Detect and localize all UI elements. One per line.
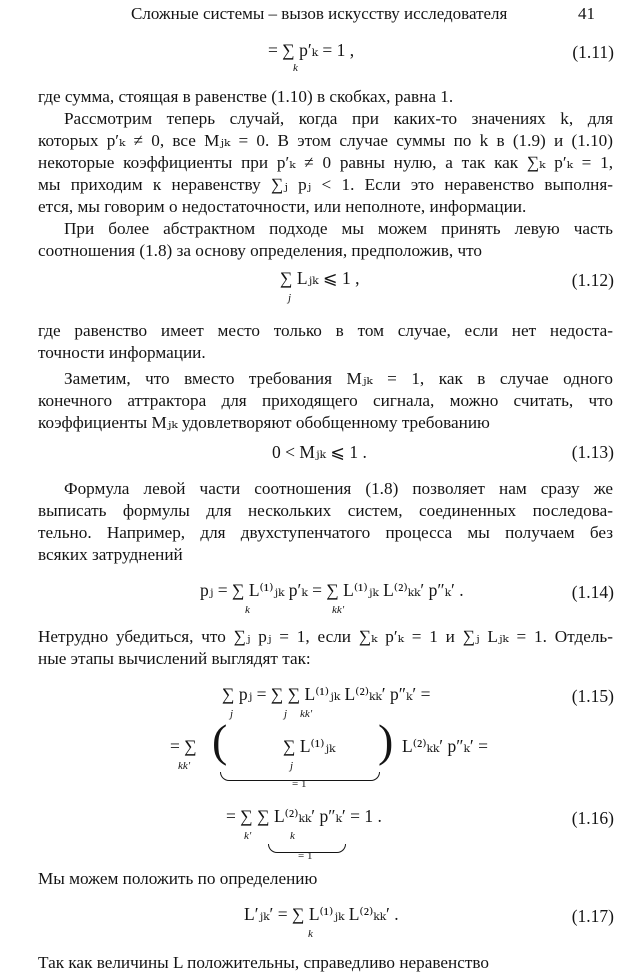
- equation-subscript: kk′: [300, 708, 313, 720]
- equation-number: (1.16): [571, 808, 614, 828]
- equation-number: (1.13): [571, 442, 614, 462]
- equation-number: (1.15): [571, 686, 614, 706]
- equation-number: (1.17): [571, 906, 614, 926]
- equation-subscript: j: [290, 760, 294, 772]
- equation-number: (1.11): [572, 42, 614, 62]
- paragraph-3: [38, 218, 613, 262]
- text-line: мы приходим к неравенству ∑ⱼ pⱼ < 1. Если это неравенство выполня-: [38, 175, 613, 194]
- equation-subscript: kk′: [332, 604, 345, 616]
- equation-subscript: k: [245, 604, 250, 616]
- text-line: Рассмотрим теперь случай, когда при каких-то значениях k, для: [64, 109, 613, 128]
- equation-1-11: [38, 40, 618, 80]
- equation-line-2-left: = ∑: [170, 736, 197, 756]
- equation-1-12: [38, 268, 618, 308]
- text-line: где сумма, стоящая в равенстве (1.10) в скобках, равна 1.: [38, 87, 454, 106]
- brace-label: = 1: [292, 778, 307, 790]
- text-line: всяких затруднений: [38, 545, 183, 564]
- equation-subscript: j: [230, 708, 234, 720]
- equation-inner-sum: ∑ L⁽¹⁾ⱼₖ: [283, 736, 336, 756]
- paragraph-6: [38, 478, 613, 566]
- equation-body: = ∑ p′ₖ = 1 ,: [268, 40, 355, 60]
- text-line: коэффициенты Mⱼₖ удовлетворяют обобщенному требованию: [38, 413, 490, 432]
- equation-subscript: kk′: [178, 760, 191, 772]
- text-line: Формула левой части соотношения (1.8) позволяет нам сразу же: [64, 479, 613, 498]
- text-line: При более абстрактном подходе мы можем принять левую часть: [64, 219, 613, 238]
- text-line: где равенство имеет место только в том случае, если нет недоста-: [38, 321, 613, 340]
- page-number: 41: [578, 4, 595, 23]
- equation-body: L′ⱼₖ′ = ∑ L⁽¹⁾ⱼₖ L⁽²⁾ₖₖ′ .: [244, 904, 399, 924]
- paragraph-8: [38, 868, 613, 890]
- paragraph-9: [38, 952, 613, 974]
- text-line: выписать формулы для нескольких систем, соединенных последова-: [38, 501, 613, 520]
- text-line: тельно. Например, для двухступенчатого процесса мы получаем без: [38, 523, 613, 542]
- text-line: которых p′ₖ ≠ 0, все Mⱼₖ = 0. В этом случае суммы по k в (1.9) и (1.10): [38, 131, 613, 150]
- equation-subscript: k: [293, 62, 298, 74]
- text-line: некоторые коэффициенты при p′ₖ ≠ 0 равны нулю, а так как ∑ₖ p′ₖ = 1,: [38, 153, 613, 172]
- equation-1-13: [38, 442, 618, 470]
- running-title: Сложные системы – вызов искусству исследователя: [131, 4, 508, 23]
- equation-body: = ∑ ∑ L⁽²⁾ₖₖ′ p″ₖ′ = 1 .: [226, 806, 382, 826]
- paragraph-1: [38, 86, 613, 108]
- equation-number: (1.12): [571, 270, 614, 290]
- equation-subscript: j: [288, 292, 292, 304]
- equation-number: (1.14): [571, 582, 614, 602]
- right-paren: ): [378, 715, 394, 766]
- text-line: Нетрудно убедиться, что ∑ⱼ pⱼ = 1, если ∑ₖ p′ₖ = 1 и ∑ⱼ Lⱼₖ = 1. Отдель-: [38, 627, 613, 646]
- equation-body: pⱼ = ∑ L⁽¹⁾ⱼₖ p′ₖ = ∑ L⁽¹⁾ⱼₖ L⁽²⁾ₖₖ′ p″ₖ′ .: [200, 580, 464, 600]
- equation-1-16: [38, 806, 618, 866]
- paragraph-2: [38, 108, 613, 218]
- paragraph-5: [38, 368, 613, 434]
- equation-1-14: [38, 580, 618, 620]
- equation-subscript: j: [284, 708, 288, 720]
- text-line: ные этапы вычислений выглядят так:: [38, 649, 311, 668]
- text-line: соотношения (1.8) за основу определения, предположив, что: [38, 241, 482, 260]
- text-line: Заметим, что вместо требования Mⱼₖ = 1, как в случае одного: [64, 369, 613, 388]
- paragraph-4: [38, 320, 613, 364]
- left-paren: (: [212, 715, 228, 766]
- paragraph-7: [38, 626, 613, 670]
- equation-1-15: [38, 684, 618, 794]
- equation-1-17: [38, 904, 618, 944]
- text-line: ется, мы говорим о недостаточности, или неполноте, информации.: [38, 197, 527, 216]
- equation-body: ∑ Lⱼₖ ⩽ 1 ,: [280, 268, 360, 288]
- equation-subscript: k: [290, 830, 295, 842]
- equation-line-2-right: L⁽²⁾ₖₖ′ p″ₖ′ =: [402, 736, 488, 756]
- text-line: конечного аттрактора для приходящего сигнала, можно считать, что: [38, 391, 613, 410]
- running-header: [0, 4, 620, 28]
- text-line: точности информации.: [38, 343, 206, 362]
- equation-subscript: k′: [244, 830, 252, 842]
- equation-body: 0 < Mⱼₖ ⩽ 1 .: [272, 442, 367, 462]
- brace-label: = 1: [298, 850, 313, 862]
- text-line: Так как величины L положительны, справедливо неравенство: [38, 953, 489, 972]
- equation-line-1: ∑ pⱼ = ∑ ∑ L⁽¹⁾ⱼₖ L⁽²⁾ₖₖ′ p″ₖ′ =: [222, 684, 431, 704]
- text-line: Мы можем положить по определению: [38, 869, 318, 888]
- equation-subscript: k: [308, 928, 313, 940]
